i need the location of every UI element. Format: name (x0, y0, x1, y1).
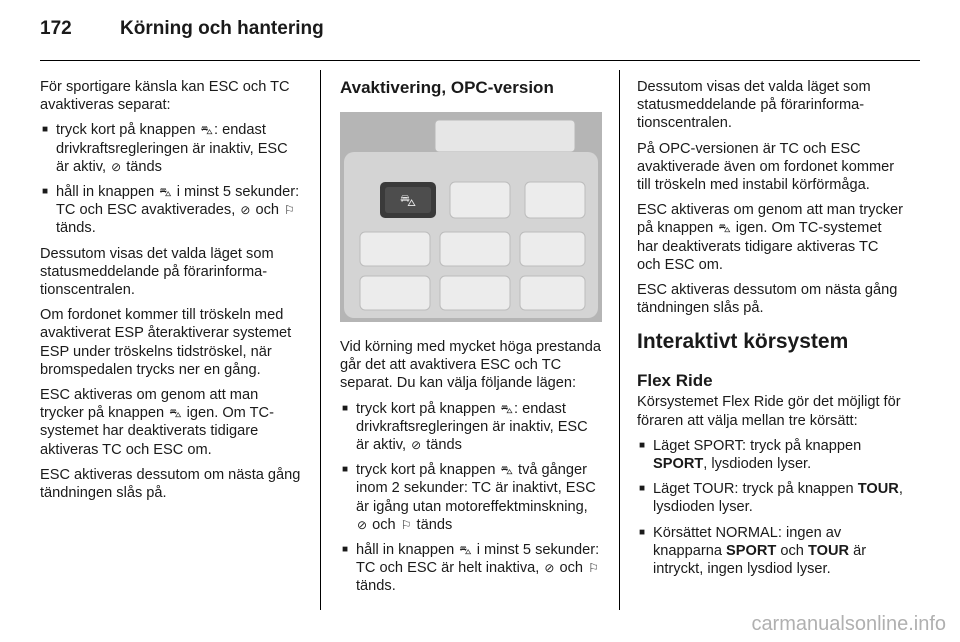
list-item: ■ håll in knappen ⛍ i minst 5 sekunder: TC och ESC avaktiverades, ⊘ och ⚐ tänds. (40, 183, 302, 238)
section-heading: Avaktivering, OPC-version (340, 78, 554, 97)
traction-control-off-icon: ⛍ (159, 185, 172, 200)
header-rule (40, 60, 920, 61)
traction-control-off-icon: ⛍ (500, 463, 513, 478)
paragraph: Körsystemet Flex Ride gör det möjligt för föraren att välja mellan tre körsätt: (637, 394, 901, 429)
paragraph: Om fordonet kommer till tröskeln med avaktiverat ESP återaktiverar systemet ESP under tröskelns tidströskel, när bromspedalen trycks ner en gång. (40, 307, 292, 378)
paragraph: ESC aktiveras om genom att man trycker på knappen ⛍ igen. Om TC-systemet har deaktiverats tidigare aktiveras TC och ESC om. (40, 387, 274, 458)
page-header (40, 18, 920, 48)
section-heading: Interaktivt körsystem (637, 330, 849, 354)
page-number: 172 (40, 18, 72, 39)
sport-button-label: SPORT (726, 542, 777, 559)
dashboard-button-photo (340, 112, 602, 322)
esc-off-indicator-icon: ⚐ (588, 561, 599, 576)
column-3 (637, 78, 905, 585)
traction-control-off-icon: ⛍ (459, 543, 472, 558)
traction-control-off-icon: ⛍ (500, 401, 513, 416)
svg-text:⛍: ⛍ (399, 191, 417, 210)
paragraph: ESC aktiveras om genom att man trycker på knappen ⛍ igen. Om TC-systemet har deaktiverats tidigare aktiveras TC och ESC om. (637, 202, 904, 273)
esc-tc-off-indicator-icon: ⊘ (544, 561, 555, 576)
list-item: ■ tryck kort på knappen ⛍: endast drivkraftsregleringen är inaktiv, ESC är aktiv, ⊘ tänds (340, 400, 602, 455)
paragraph: Vid körning med mycket höga prestanda går det att avaktivera ESC och TC separat. Du kan välja följande lägen: (340, 339, 601, 392)
column-2 (340, 78, 602, 603)
list-item: ■ Läget SPORT: tryck på knappen SPORT, lysdioden lyser. (637, 437, 905, 473)
esc-tc-off-indicator-icon: ⊘ (411, 438, 422, 453)
traction-control-off-icon: ⛍ (169, 406, 182, 421)
list-item: ■ tryck kort på knappen ⛍: endast drivkraftsregleringen är inaktiv, ESC är aktiv, ⊘ tänds (40, 121, 302, 176)
paragraph: ESC aktiveras dessutom om nästa gång tändningen slås på. (40, 466, 301, 502)
list-item: ■ håll in knappen ⛍ i minst 5 sekunder: TC och ESC är helt inaktiva, ⊘ och ⚐ tänds. (340, 541, 602, 596)
esc-tc-off-indicator-icon: ⊘ (357, 517, 368, 532)
column-divider-2 (619, 70, 620, 610)
esc-off-indicator-icon: ⚐ (284, 203, 295, 218)
list-item: ■ Läget TOUR: tryck på knappen TOUR, lysdioden lyser. (637, 480, 905, 516)
paragraph: ESC aktiveras dessutom om nästa gång tändningen slås på. (637, 282, 898, 317)
esc-tc-off-indicator-icon: ⊘ (240, 203, 251, 218)
tour-button-label: TOUR (807, 542, 850, 559)
chapter-title: Körning och hantering (120, 18, 324, 39)
paragraph: På OPC-versionen är TC och ESC avaktiverade även om fordonet kommer till tröskeln med instabil körförmåga. (637, 140, 895, 194)
paragraph: Dessutom visas det valda läget som statusmeddelande på förarinformationscentralen. (637, 79, 871, 132)
esc-tc-off-indicator-icon: ⊘ (111, 159, 122, 174)
sport-button-label: SPORT (653, 456, 704, 473)
intro-paragraph: För sportigare känsla kan ESC och TC avaktiveras separat: (40, 79, 290, 114)
list-item: ■ tryck kort på knappen ⛍ två gånger inom 2 sekunder: TC är inaktivt, ESC är igång utan motoreffektminskning, ⊘ och ⚐ tänds (340, 461, 602, 534)
list-item: ■ Körsättet NORMAL: ingen av knapparna SPORT och TOUR är intryckt, ingen lysdiod lyser. (637, 524, 905, 579)
paragraph: Dessutom visas det valda läget som statusmeddelande på förarinformationscentralen. (40, 245, 274, 299)
esc-off-indicator-icon: ⚐ (400, 517, 412, 532)
column-1 (40, 78, 302, 509)
subsection-heading: Flex Ride (637, 371, 713, 391)
traction-control-off-icon: ⛍ (718, 221, 731, 236)
watermark: carmanualsonline.info (751, 613, 946, 635)
column-divider-1 (320, 70, 321, 610)
tour-button-label: TOUR (857, 481, 899, 498)
traction-control-off-icon: ⛍ (200, 123, 213, 138)
